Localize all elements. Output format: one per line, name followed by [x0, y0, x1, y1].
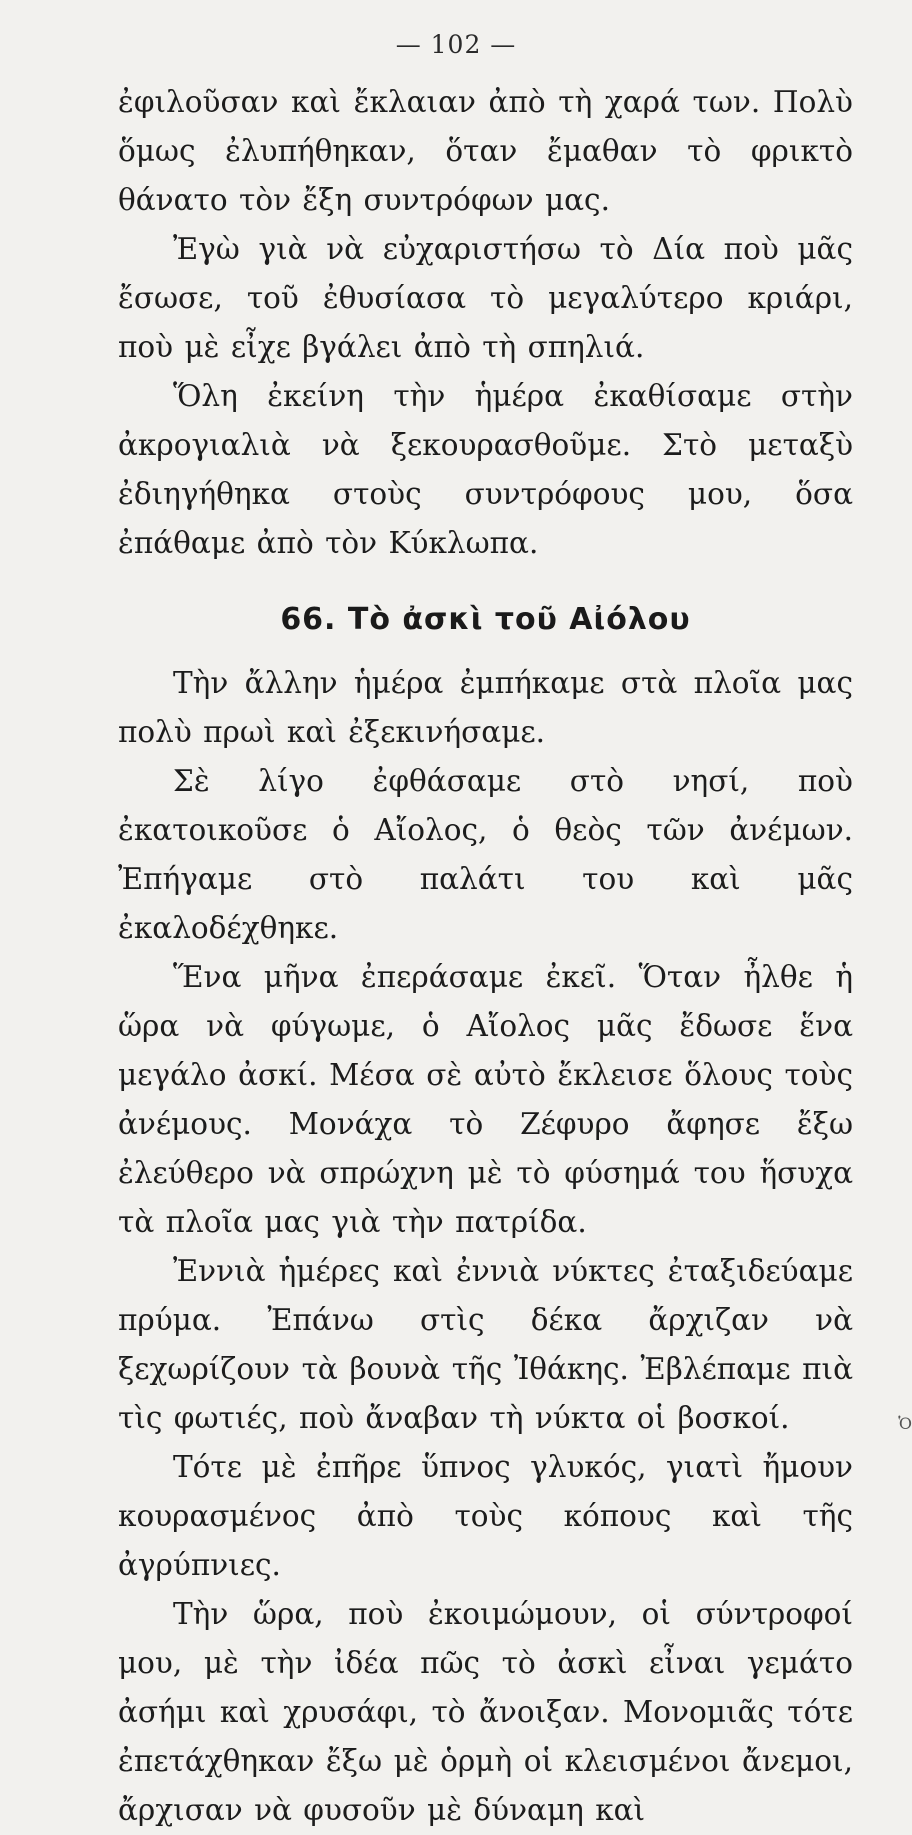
- paragraph-voyage: Ἐννιὰ ἡμέρες καὶ ἐννιὰ νύκτες ἐταξιδεύαμε πρύμα. Ἐπάνω στὶς δέκα ἄρχιζαν νὰ ξεχωρίζουν τὰ βουνὰ τῆς Ἰθάκης. Ἐβλέπαμε πιὰ τὶς φωτιές, ποὺ ἄναβαν τὴ νύκτα οἱ βοσκοί.: [118, 1254, 853, 1435]
- paragraph-sacrifice: Ἐγὼ γιὰ νὰ εὐχαριστήσω τὸ Δία ποὺ μᾶς ἔσωσε, τοῦ ἐθυσίασα τὸ μεγαλύτερο κριάρι, ποὺ μὲ εἶχε βγάλει ἀπὸ τὴ σπηλιά.: [118, 232, 853, 364]
- paragraph-wind-bag: Ἕνα μῆνα ἐπεράσαμε ἐκεῖ. Ὅταν ἦλθε ἡ ὥρα νὰ φύγωμε, ὁ Αἴολος μᾶς ἔδωσε ἕνα μεγάλο ἀσκί. Μέσα σὲ αὐτὸ ἔκλεισε ὅλους τοὺς ἀνέμους. Μονάχα τὸ Ζέφυρο ἄφησε ἔξω ἐλεύθερο νὰ σπρώχνη μὲ τὸ φύσημά του ἥσυχα τὰ πλοῖα μας γιὰ τὴν πατρίδα.: [118, 960, 853, 1239]
- section-heading: 66. Τὸ ἀσκὶ τοῦ Αἰόλου: [280, 602, 691, 637]
- margin-fragment: Ὁ: [898, 1414, 912, 1433]
- opening-paragraphs: [118, 78, 853, 568]
- page-number: — 102 —: [395, 30, 517, 59]
- paragraph-rest-on-shore: Ὅλη ἐκείνη τὴν ἡμέρα ἐκαθίσαμε στὴν ἀκρογιαλιὰ νὰ ξεκουρασθοῦμε. Στὸ μεταξὺ ἐδιηγήθηκα στοὺς συντρόφους μου, ὅσα ἐπάθαμε ἀπὸ τὸν Κύκλωπα.: [118, 379, 853, 560]
- paragraph-departure: Τὴν ἄλλην ἡμέρα ἐμπήκαμε στὰ πλοῖα μας πολὺ πρωὶ καὶ ἐξεκινήσαμε.: [118, 666, 853, 749]
- paragraph-sleep: Τότε μὲ ἐπῆρε ὕπνος γλυκός, γιατὶ ἤμουν κουρασμένος ἀπὸ τοὺς κόπους καὶ τῆς ἀγρύπνιες.: [118, 1450, 853, 1582]
- paragraph-continuation: ἐφιλοῦσαν καὶ ἔκλαιαν ἀπὸ τὴ χαρά των. Πολὺ ὅμως ἐλυπήθηκαν, ὅταν ἔμαθαν τὸ φρικτὸ θάνατο τὸν ἔξη συντρόφων μας.: [118, 85, 853, 217]
- paragraph-aeolus-island: Σὲ λίγο ἐφθάσαμε στὸ νησί, ποὺ ἐκατοικοῦσε ὁ Αἴολος, ὁ θεὸς τῶν ἀνέμων. Ἐπήγαμε στὸ παλάτι του καὶ μᾶς ἐκαλοδέχθηκε.: [118, 764, 853, 945]
- paragraph-bag-opened: Τὴν ὥρα, ποὺ ἐκοιμώμουν, οἱ σύντροφοί μου, μὲ τὴν ἰδέα πῶς τὸ ἀσκὶ εἶναι γεμάτο ἀσήμι καὶ χρυσάφι, τὸ ἄνοιξαν. Μονομιᾶς τότε ἐπετάχθηκαν ἔξω μὲ ὁρμὴ οἱ κλεισμένοι ἄνεμοι, ἄρχισαν νὰ φυσοῦν μὲ δύναμη καὶ: [118, 1597, 853, 1827]
- section-paragraphs: [118, 659, 853, 1835]
- page-body: [118, 78, 853, 1835]
